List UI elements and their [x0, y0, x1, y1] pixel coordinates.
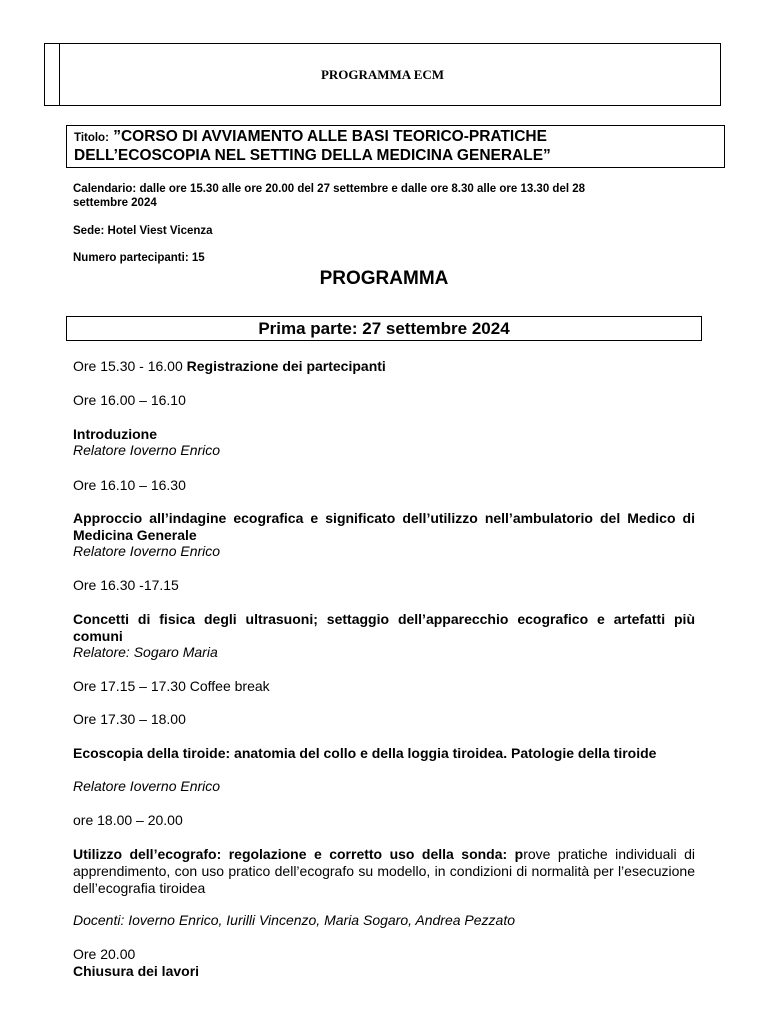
session-2-time: Ore 16.00 – 16.10 — [73, 392, 186, 408]
course-title-line2: DELL’ECOSCOPIA NEL SETTING DELLA MEDICINA GENERALE” — [74, 147, 551, 164]
venue: Sede: Hotel Viest Vicenza — [73, 225, 213, 237]
session-7-title — [73, 846, 695, 897]
session-4-time: Ore 16.30 -17.15 — [73, 577, 179, 593]
header-title: PROGRAMMA ECM — [320, 67, 445, 82]
session-2-title: Introduzione — [73, 426, 157, 442]
session-1 — [73, 358, 386, 375]
course-title-box — [66, 125, 725, 168]
session-4-speaker: Relatore: Sogaro Maria — [73, 644, 218, 660]
session-6-speaker: Relatore Ioverno Enrico — [73, 778, 221, 794]
part-title: Prima parte: 27 settembre 2024 — [66, 316, 702, 341]
session-3-title: Approccio all’indagine ecografica e significato dell’utilizzo nell’ambulatorio del Medico di Medicina Generale — [73, 510, 695, 543]
session-7-time: ore 18.00 – 20.00 — [73, 812, 183, 828]
session-7-title-bold: Utilizzo dell’ecografo: regolazione e corretto uso della sonda: p — [73, 846, 524, 862]
session-4-title: Concetti di fisica degli ultrasuoni; settaggio dell’apparecchio ecografico e artefatti più comuni — [73, 611, 695, 644]
session-5-time: Ore 17.15 – 17.30 Coffee break — [73, 678, 270, 694]
course-title-text1: ”CORSO DI AVVIAMENTO ALLE BASI TEORICO-PRATICHE — [113, 128, 547, 145]
session-1-time: Ore 15.30 - 16.00 — [73, 358, 187, 374]
session-6-time: Ore 17.30 – 18.00 — [73, 711, 186, 727]
session-3-time: Ore 16.10 – 16.30 — [73, 477, 186, 493]
header-box — [44, 43, 721, 106]
session-2-speaker: Relatore Ioverno Enrico — [73, 442, 221, 458]
session-7-teachers: Docenti: Ioverno Enrico, Iurilli Vincenzo, Maria Sogaro, Andrea Pezzato — [73, 912, 516, 928]
session-1-title: Registrazione dei partecipanti — [186, 358, 386, 374]
session-7-title-rest: rove pratiche individuali di apprendimento, con uso pratico dell’ecografo su modello, in condizioni di normalità per l’esecuzione dell’ecografia tiroidea — [73, 846, 695, 896]
calendar-line2: settembre 2024 — [73, 197, 157, 209]
session-3-speaker: Relatore Ioverno Enrico — [73, 543, 221, 559]
participants: Numero partecipanti: 15 — [73, 252, 205, 264]
title-label: Titolo: — [74, 132, 109, 144]
calendar-line1: Calendario: dalle ore 15.30 alle ore 20.00 del 27 settembre e dalle ore 8.30 alle ore 13.30 del 28 — [73, 183, 586, 195]
session-8-title: Chiusura dei lavori — [73, 963, 200, 979]
program-title: PROGRAMMA — [319, 268, 449, 289]
course-title-line1 — [74, 127, 547, 148]
session-8-time: Ore 20.00 — [73, 946, 136, 962]
session-6-title: Ecoscopia della tiroide: anatomia del collo e della loggia tiroidea. Patologie della tiroide — [73, 745, 657, 761]
